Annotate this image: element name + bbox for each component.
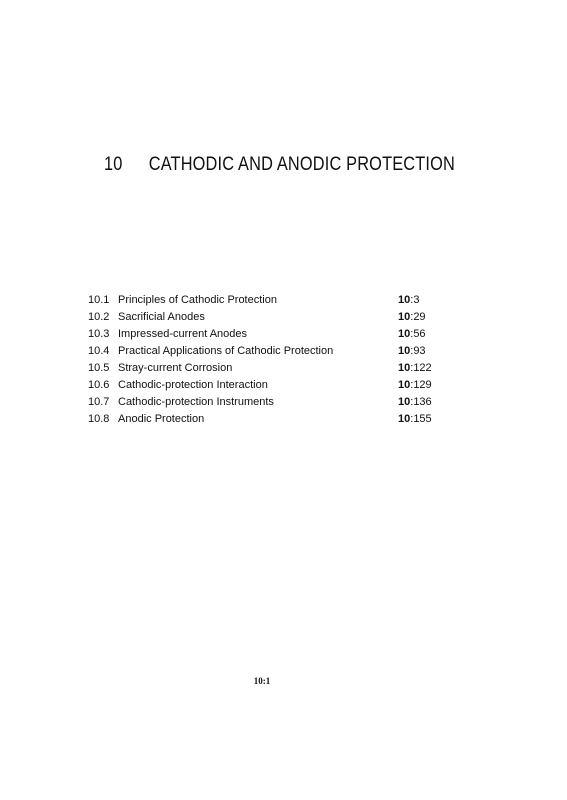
page-number-footer: 10:1 xyxy=(253,676,271,686)
toc-page-number: 129 xyxy=(413,379,432,391)
toc-page-chapter: 10 xyxy=(398,345,411,357)
toc-page-number: 122 xyxy=(413,362,432,374)
toc-page-separator: : xyxy=(410,345,414,357)
toc-page-number: 29 xyxy=(413,311,426,323)
toc-section-number: 10.4 xyxy=(88,345,110,357)
chapter-number: 10 xyxy=(104,154,123,175)
toc-page-chapter: 10 xyxy=(398,311,411,323)
toc-entry xyxy=(88,292,448,309)
toc-section-number: 10.5 xyxy=(88,362,110,374)
toc-page-separator: : xyxy=(410,294,414,306)
toc-section-number: 10.8 xyxy=(88,413,110,425)
toc-section-title: Practical Applications of Cathodic Protection xyxy=(118,345,334,357)
toc-page-chapter: 10 xyxy=(398,396,411,408)
toc-section-title: Principles of Cathodic Protection xyxy=(118,294,277,306)
toc-page-chapter: 10 xyxy=(398,379,411,391)
toc-section-number: 10.2 xyxy=(88,311,110,323)
toc-page-separator: : xyxy=(410,413,414,425)
toc-entry xyxy=(88,411,448,428)
toc-page-number: 3 xyxy=(413,294,420,306)
toc-page-separator: : xyxy=(410,328,414,340)
toc-page-reference xyxy=(398,360,432,377)
chapter-title: CATHODIC AND ANODIC PROTECTION xyxy=(148,154,455,175)
toc-section-number: 10.6 xyxy=(88,379,110,391)
toc-page-number: 93 xyxy=(413,345,426,357)
toc-page-chapter: 10 xyxy=(398,328,411,340)
chapter-heading xyxy=(104,154,455,180)
toc-page-chapter: 10 xyxy=(398,294,411,306)
table-of-contents xyxy=(88,292,448,428)
toc-page-number: 155 xyxy=(413,413,432,425)
toc-page-reference xyxy=(398,411,432,428)
toc-entry xyxy=(88,360,448,377)
toc-page-chapter: 10 xyxy=(398,362,411,374)
toc-section-number: 10.7 xyxy=(88,396,110,408)
toc-entry xyxy=(88,309,448,326)
toc-section-title: Stray-current Corrosion xyxy=(118,362,233,374)
toc-section-title: Anodic Protection xyxy=(118,413,205,425)
toc-page-reference xyxy=(398,326,426,343)
toc-page-separator: : xyxy=(410,311,414,323)
toc-section-title: Impressed-current Anodes xyxy=(118,328,248,340)
toc-entry xyxy=(88,343,448,360)
toc-page-reference xyxy=(398,309,426,326)
toc-section-number: 10.3 xyxy=(88,328,110,340)
toc-page-separator: : xyxy=(410,362,414,374)
toc-entry xyxy=(88,377,448,394)
toc-section-title: Cathodic-protection Interaction xyxy=(118,379,268,391)
toc-entry xyxy=(88,326,448,343)
toc-section-title: Cathodic-protection Instruments xyxy=(118,396,274,408)
toc-page-reference xyxy=(398,394,432,411)
toc-page-reference xyxy=(398,343,426,360)
toc-page-number: 56 xyxy=(413,328,426,340)
toc-section-title: Sacrificial Anodes xyxy=(118,311,205,323)
toc-entry xyxy=(88,394,448,411)
toc-page-reference xyxy=(398,377,432,394)
toc-section-number: 10.1 xyxy=(88,294,110,306)
toc-page-separator: : xyxy=(410,396,414,408)
toc-page-separator: : xyxy=(410,379,414,391)
toc-page-chapter: 10 xyxy=(398,413,411,425)
toc-page-number: 136 xyxy=(413,396,432,408)
toc-page-reference xyxy=(398,292,419,309)
